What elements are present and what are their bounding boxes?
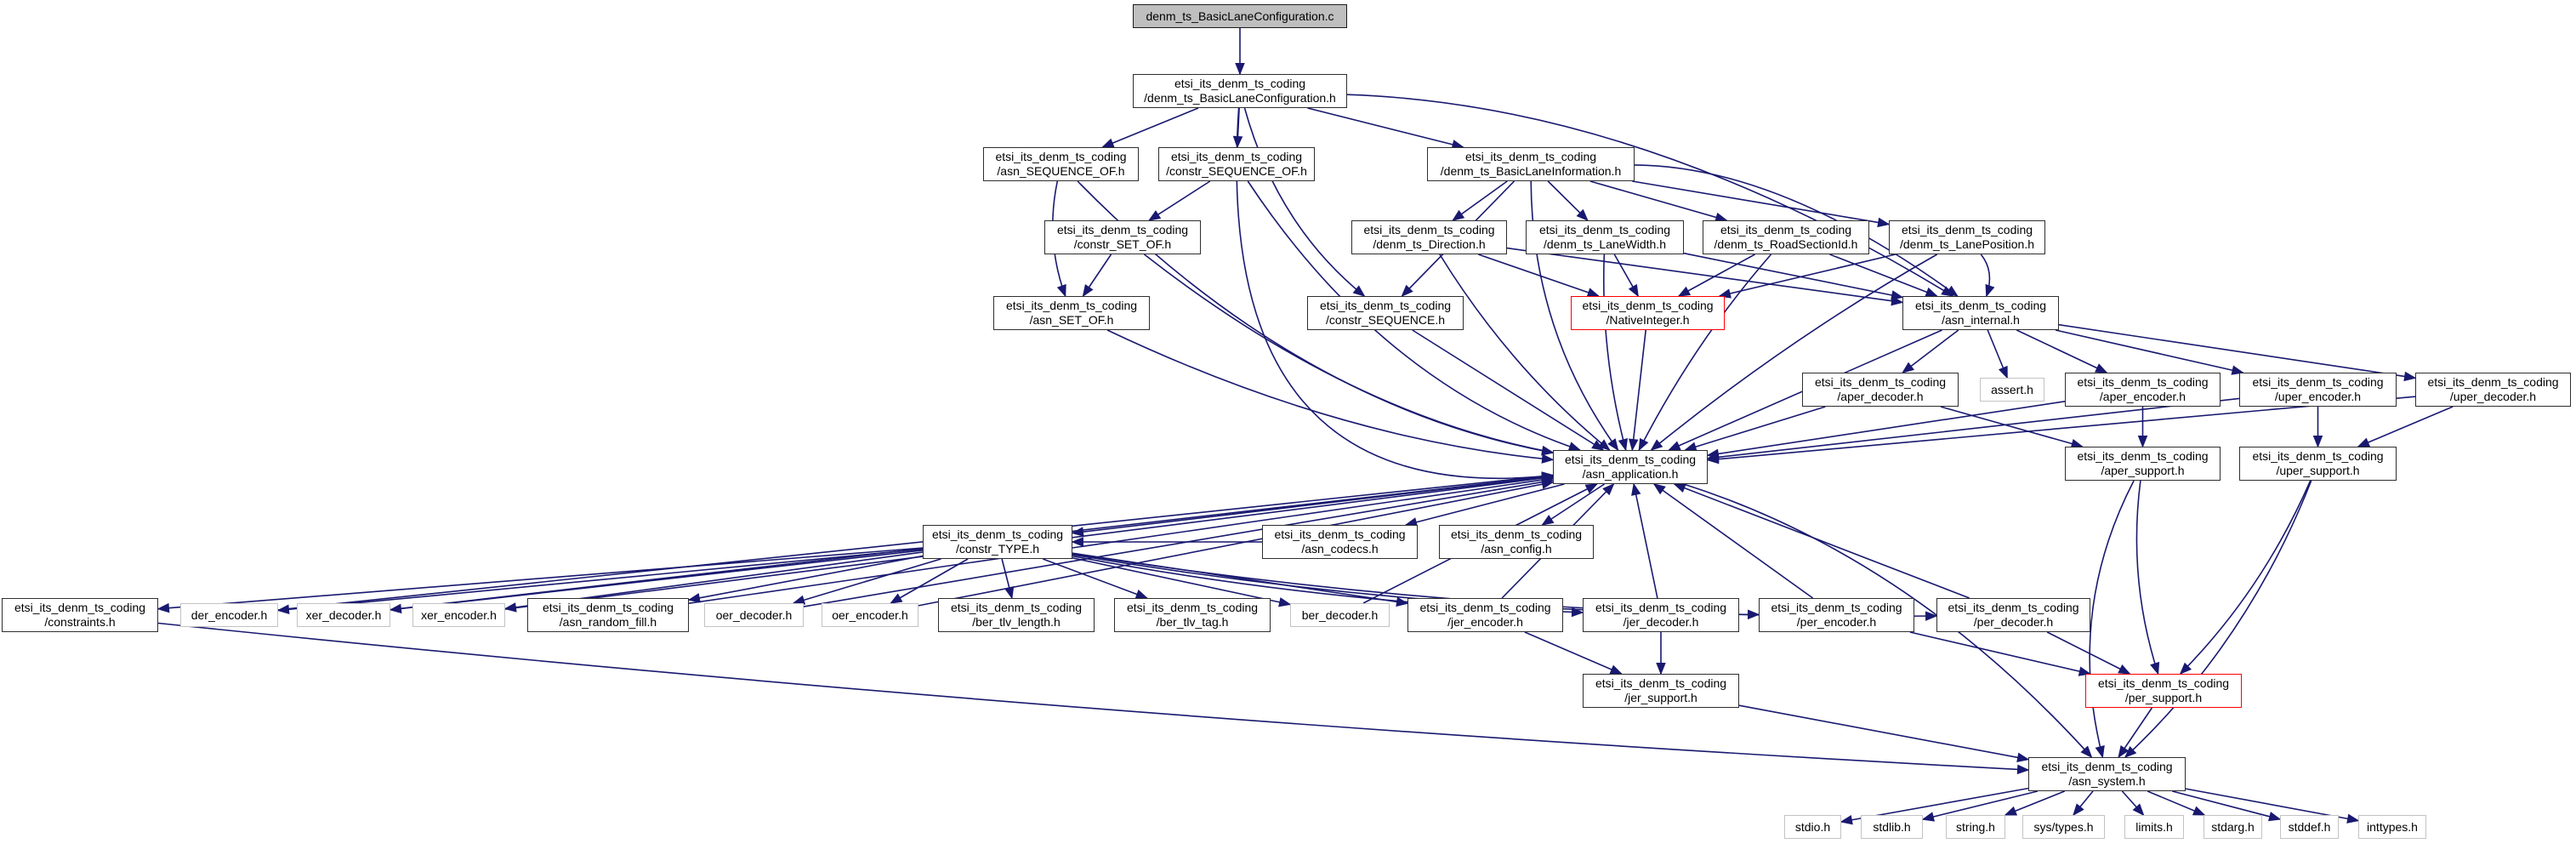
- graph-node-xerDec: [297, 603, 390, 627]
- edge-asnInternal-aperEnc: [2016, 330, 2107, 373]
- graph-node-label: assert.h: [1991, 382, 2033, 396]
- graph-node-label: /constr_SET_OF.h: [1073, 237, 1172, 251]
- graph-node-label: /aper_decoder.h: [1837, 390, 1924, 403]
- edge-aperSup-perSup: [2136, 481, 2158, 674]
- edge-asnInternal-aperDec: [1902, 330, 1959, 373]
- graph-node-label: etsi_its_denm_ts_coding: [931, 527, 1064, 541]
- graph-node-label: etsi_its_denm_ts_coding: [1771, 601, 1902, 614]
- graph-node-label: denm_ts_BasicLaneConfiguration.c: [1146, 9, 1334, 23]
- edge-uperSup-perSup: [2181, 481, 2311, 674]
- graph-node-asnApp[interactable]: [1553, 450, 1708, 484]
- graph-node-stdlib: [1861, 815, 1923, 839]
- edge-constrType-berTlvLen: [1002, 559, 1012, 598]
- edge-constrSeq-asnApp: [1413, 330, 1603, 450]
- graph-node-aperSup[interactable]: [2065, 447, 2221, 481]
- graph-node-label: etsi_its_denm_ts_coding: [1720, 223, 1852, 237]
- graph-node-label: /asn_codecs.h: [1301, 542, 1379, 556]
- graph-node-asnInternal[interactable]: [1902, 296, 2059, 330]
- graph-node-label: /asn_config.h: [1481, 542, 1552, 556]
- edge-lp-asnApp: [1652, 254, 1937, 450]
- graph-node-label: etsi_its_denm_ts_coding: [1419, 601, 1551, 614]
- graph-node-label: etsi_its_denm_ts_coding: [950, 601, 1083, 614]
- graph-node-label: etsi_its_denm_ts_coding: [542, 601, 674, 614]
- edge-rsi-asnApp: [1639, 254, 1771, 450]
- graph-node-label: /asn_internal.h: [1942, 313, 2020, 327]
- graph-node-label: etsi_its_denm_ts_coding: [1564, 453, 1697, 466]
- edge-asnSystem-string: [2005, 791, 2065, 815]
- graph-node-label: etsi_its_denm_ts_coding: [2427, 375, 2559, 389]
- graph-node-label: /asn_SEQUENCE_OF.h: [997, 164, 1125, 178]
- graph-node-derEnc: [180, 603, 278, 627]
- graph-node-label: etsi_its_denm_ts_coding: [1901, 223, 2033, 237]
- edge-bli-dir: [1453, 181, 1507, 220]
- edge-jerSup-asnSystem: [1739, 705, 2028, 760]
- graph-node-label: /asn_random_fill.h: [559, 615, 657, 629]
- graph-node-label: etsi_its_denm_ts_coding: [1174, 77, 1306, 90]
- graph-node-inttypes: [2358, 815, 2426, 839]
- graph-node-berTlvTag[interactable]: [1114, 598, 1271, 632]
- edge-rsi-asnInternal: [1830, 254, 1937, 296]
- graph-node-label: /asn_SET_OF.h: [1029, 313, 1114, 327]
- graph-node-label: etsi_its_denm_ts_coding: [1005, 299, 1138, 312]
- edge-h-bli: [1308, 108, 1464, 147]
- graph-node-label: etsi_its_denm_ts_coding: [1914, 299, 2047, 312]
- graph-node-label: /constraints.h: [44, 615, 116, 629]
- graph-node-label: etsi_its_denm_ts_coding: [1056, 223, 1189, 237]
- edge-uperDec-uperSup: [2358, 407, 2453, 447]
- graph-node-asnCodecs[interactable]: [1262, 525, 1418, 559]
- graph-node-label: etsi_its_denm_ts_coding: [1948, 601, 2079, 614]
- graph-node-label: sys/types.h: [2033, 819, 2094, 834]
- edge-asnSystem-stdarg: [2147, 791, 2204, 815]
- graph-node-label: etsi_its_denm_ts_coding: [1170, 150, 1303, 163]
- graph-node-label: /uper_decoder.h: [2449, 390, 2537, 403]
- edge-perEnc-perSup: [1910, 632, 2090, 674]
- graph-node-label: /constr_SEQUENCE_OF.h: [1166, 164, 1307, 178]
- edge-constrSetOf-asnApp: [1145, 254, 1554, 453]
- graph-node-label: etsi_its_denm_ts_coding: [1450, 527, 1583, 541]
- graph-node-label: /per_encoder.h: [1796, 615, 1877, 629]
- edge-asnRandomFill-asnApp: [689, 478, 1553, 603]
- graph-node-label: string.h: [1956, 819, 1995, 834]
- graph-node-perEnc[interactable]: [1759, 598, 1914, 632]
- graph-node-stddef: [2280, 815, 2339, 839]
- graph-node-h[interactable]: [1133, 74, 1347, 108]
- graph-node-label: /aper_encoder.h: [2099, 390, 2186, 403]
- graph-node-dir[interactable]: [1351, 220, 1507, 254]
- graph-node-asnSetOf[interactable]: [993, 296, 1150, 330]
- graph-node-c: [1133, 4, 1347, 28]
- edge-lw-nativeInt: [1614, 254, 1638, 296]
- graph-node-stdio: [1784, 815, 1841, 839]
- graph-node-label: etsi_its_denm_ts_coding: [1319, 299, 1452, 312]
- graph-node-label: ber_decoder.h: [1301, 607, 1379, 622]
- graph-node-constrType[interactable]: [923, 525, 1072, 559]
- graph-node-label: /denm_ts_BasicLaneInformation.h: [1440, 164, 1622, 178]
- graph-node-xerEnc: [412, 603, 505, 627]
- graph-node-label: /asn_system.h: [2068, 774, 2146, 788]
- edge-bli-rsi: [1590, 181, 1726, 220]
- edge-asnInternal-uperEnc: [2056, 330, 2243, 373]
- graph-node-string: [1946, 815, 2005, 839]
- graph-node-label: /denm_ts_Direction.h: [1373, 237, 1486, 251]
- graph-node-lp[interactable]: [1889, 220, 2045, 254]
- graph-node-stdarg: [2204, 815, 2262, 839]
- graph-node-label: /constr_SEQUENCE.h: [1325, 313, 1446, 327]
- graph-node-aperEnc[interactable]: [2065, 373, 2221, 407]
- graph-node-label: etsi_its_denm_ts_coding: [1538, 223, 1671, 237]
- edge-asnInternal-uperDec: [2059, 325, 2415, 379]
- graph-node-label: stdarg.h: [2211, 819, 2255, 834]
- graph-node-label: etsi_its_denm_ts_coding: [995, 150, 1127, 163]
- graph-node-constraints[interactable]: [2, 598, 158, 632]
- graph-node-label: etsi_its_denm_ts_coding: [1464, 150, 1597, 163]
- edge-h-asnInternal: [1347, 94, 1953, 296]
- graph-node-label: /jer_encoder.h: [1447, 615, 1523, 629]
- edge-jerDec-asnApp: [1634, 484, 1658, 598]
- graph-node-label: etsi_its_denm_ts_coding: [1582, 299, 1714, 312]
- graph-node-label: /per_decoder.h: [1973, 615, 2054, 629]
- edge-nativeInt-asnApp: [1632, 330, 1646, 450]
- edge-perSup-asnSystem: [2118, 708, 2152, 757]
- graph-node-jerDec[interactable]: [1583, 598, 1739, 632]
- edge-asnSystem-systypes: [2073, 791, 2093, 815]
- edge-asnSetOf-asnApp: [1107, 330, 1553, 459]
- graph-node-label: /ber_tlv_length.h: [972, 615, 1061, 629]
- graph-node-label: etsi_its_denm_ts_coding: [2041, 760, 2173, 773]
- edge-asnInternal-assert: [1987, 330, 2007, 378]
- edge-lw-asnApp: [1604, 254, 1626, 450]
- graph-node-label: limits.h: [2135, 819, 2173, 834]
- graph-node-label: xer_encoder.h: [421, 607, 497, 622]
- graph-node-label: etsi_its_denm_ts_coding: [1126, 601, 1259, 614]
- graph-node-asnConfig[interactable]: [1439, 525, 1594, 559]
- graph-node-asnRandomFill[interactable]: [527, 598, 689, 632]
- edge-constrSetOf-asnSetOf: [1083, 254, 1112, 296]
- graph-node-label: etsi_its_denm_ts_coding: [1274, 527, 1406, 541]
- edge-asnSystem-limits: [2122, 791, 2143, 815]
- graph-node-label: /denm_ts_BasicLaneConfiguration.h: [1144, 91, 1336, 105]
- graph-node-berTlvLen[interactable]: [938, 598, 1095, 632]
- graph-node-aperDec[interactable]: [1802, 373, 1959, 407]
- graph-node-label: /asn_application.h: [1582, 467, 1679, 481]
- graph-node-label: /uper_support.h: [2276, 464, 2360, 477]
- graph-node-label: etsi_its_denm_ts_coding: [1595, 601, 1727, 614]
- edge-constrSeqOf-constrSetOf: [1149, 181, 1210, 220]
- graph-node-label: etsi_its_denm_ts_coding: [2097, 676, 2230, 690]
- graph-node-asnSeqOf[interactable]: [983, 147, 1139, 181]
- graph-node-label: etsi_its_denm_ts_coding: [2077, 375, 2209, 389]
- edge-dir-asnApp: [1440, 254, 1610, 450]
- graph-node-label: /jer_decoder.h: [1623, 615, 1699, 629]
- edge-lp-asnInternal: [1981, 254, 1989, 296]
- graph-node-constrSeq[interactable]: [1307, 296, 1464, 330]
- edge-aperSup-asnSystem: [2090, 481, 2134, 757]
- graph-node-label: /NativeInteger.h: [1606, 313, 1690, 327]
- graph-node-rsi[interactable]: [1703, 220, 1869, 254]
- graph-node-nativeInt[interactable]: [1571, 296, 1725, 330]
- graph-node-lw[interactable]: [1526, 220, 1684, 254]
- graph-node-label: etsi_its_denm_ts_coding: [14, 601, 146, 614]
- graph-node-constrSeqOf[interactable]: [1158, 147, 1315, 181]
- graph-node-label: xer_decoder.h: [305, 607, 382, 622]
- edge-asnApp-asnConfig: [1543, 484, 1605, 525]
- graph-node-label: etsi_its_denm_ts_coding: [2252, 375, 2384, 389]
- graph-node-asnSystem[interactable]: [2028, 757, 2186, 791]
- graph-node-label: etsi_its_denm_ts_coding: [1363, 223, 1495, 237]
- graph-node-label: /constr_TYPE.h: [955, 542, 1040, 556]
- graph-node-label: /jer_support.h: [1624, 691, 1697, 704]
- graph-node-label: /ber_tlv_tag.h: [1156, 615, 1229, 629]
- graph-node-bli[interactable]: [1427, 147, 1635, 181]
- edge-uperSup-asnSystem: [2125, 481, 2312, 757]
- graph-node-assert: [1980, 378, 2044, 402]
- edge-aperDec-asnApp: [1686, 407, 1826, 450]
- graph-node-label: inttypes.h: [2367, 819, 2418, 834]
- graph-node-limits: [2124, 815, 2184, 839]
- graph-node-jerSup[interactable]: [1583, 674, 1739, 708]
- graph-node-label: /denm_ts_LanePosition.h: [1900, 237, 2034, 251]
- graph-node-berDec: [1290, 603, 1390, 627]
- edge-aperDec-aperSup: [1941, 407, 2083, 447]
- graph-node-label: der_encoder.h: [190, 607, 268, 622]
- graph-node-uperSup[interactable]: [2239, 447, 2397, 481]
- graph-node-uperDec[interactable]: [2415, 373, 2571, 407]
- graph-node-oerDec: [704, 603, 804, 627]
- graph-node-label: /per_support.h: [2124, 691, 2203, 704]
- edge-perDec-perSup: [2047, 632, 2130, 674]
- graph-node-label: etsi_its_denm_ts_coding: [2077, 449, 2209, 463]
- graph-node-label: stdio.h: [1794, 819, 1831, 834]
- graph-node-label: oer_encoder.h: [832, 607, 908, 622]
- graph-node-uperEnc[interactable]: [2239, 373, 2397, 407]
- graph-node-label: /aper_support.h: [2101, 464, 2185, 477]
- graph-node-label: stddef.h: [2288, 819, 2331, 834]
- graph-node-label: /denm_ts_RoadSectionId.h: [1714, 237, 1858, 251]
- graph-node-jerEnc[interactable]: [1407, 598, 1563, 632]
- edge-bli-lw: [1548, 181, 1588, 220]
- graph-node-label: etsi_its_denm_ts_coding: [2252, 449, 2384, 463]
- edge-constraints-asnSystem: [158, 624, 2028, 771]
- edge-h-asnSeqOf: [1103, 108, 1199, 147]
- graph-node-perDec[interactable]: [1936, 598, 2090, 632]
- graph-node-constrSetOf[interactable]: [1044, 220, 1201, 254]
- edge-dir-asnInternal: [1507, 248, 1902, 303]
- graph-node-label: etsi_its_denm_ts_coding: [1595, 676, 1727, 690]
- edge-perDec-asnApp: [1675, 484, 1970, 598]
- edge-jerEnc-jerSup: [1525, 632, 1622, 674]
- graph-node-label: /denm_ts_LaneWidth.h: [1544, 237, 1666, 251]
- graph-node-systypes: [2022, 815, 2105, 839]
- graph-node-label: /uper_encoder.h: [2274, 390, 2362, 403]
- graph-node-perSup[interactable]: [2085, 674, 2242, 708]
- graph-node-label: etsi_its_denm_ts_coding: [1814, 375, 1947, 389]
- graph-node-oerEnc: [822, 603, 918, 627]
- graph-node-label: stdlib.h: [1873, 819, 1911, 834]
- graph-node-label: oer_decoder.h: [715, 607, 793, 622]
